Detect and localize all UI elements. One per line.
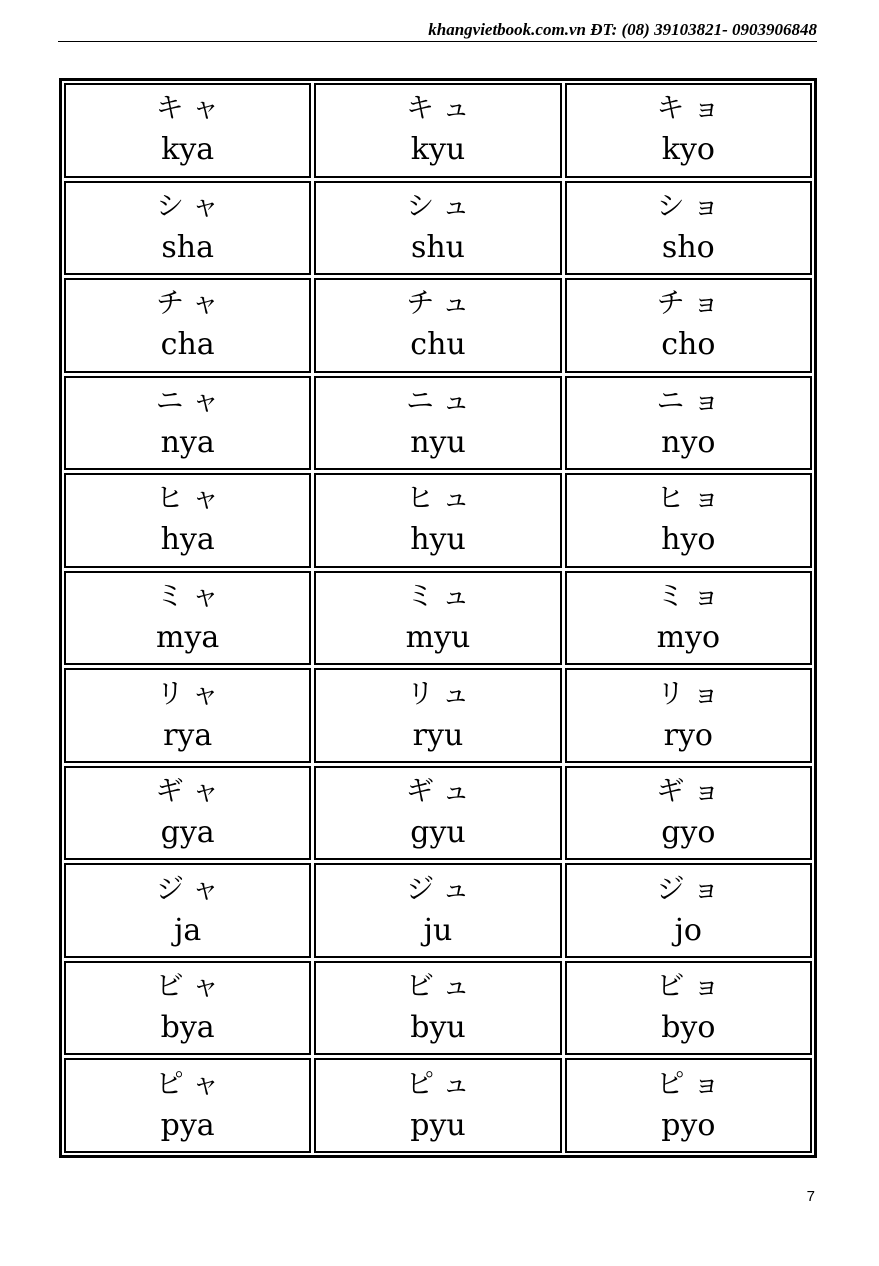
kana-text: ニョ [656,383,729,417]
romaji-text: nyu [410,424,466,460]
romaji-text: jo [674,912,702,948]
romaji-text: ryu [412,717,464,753]
table-cell [64,571,311,666]
romaji-text: chu [410,327,466,363]
kana-text: リュ [406,676,478,710]
romaji-text: sha [161,229,214,265]
romaji-text: byu [410,1010,466,1046]
kana-text: キャ [155,91,228,125]
table-cell [565,83,812,178]
romaji-text: kya [161,132,215,168]
kana-text: ショ [656,188,729,222]
table-cell [565,1058,812,1153]
kana-text: シュ [406,188,478,222]
table-cell [314,473,561,568]
romaji-text: cho [661,327,716,363]
table-cell [64,863,311,958]
table-cell [314,83,561,178]
romaji-text: cha [160,327,215,363]
romaji-text: shu [410,229,466,265]
katakana-table [59,78,817,1158]
romaji-text: ja [174,912,202,948]
kana-text: シャ [155,188,228,222]
romaji-text: pyu [410,1107,466,1143]
kana-text: ピョ [656,1066,729,1100]
kana-text: チュ [406,286,478,320]
kana-text: ギュ [405,774,478,808]
romaji-text: pya [160,1107,215,1143]
romaji-text: bya [160,1010,215,1046]
romaji-text: kyu [410,132,466,168]
romaji-text: nya [160,424,215,460]
kana-text: ニュ [405,383,478,417]
romaji-text: gyo [661,815,716,851]
table-cell [565,863,812,958]
kana-text: ヒョ [656,481,729,515]
table-cell [64,181,311,276]
table-cell [314,668,561,763]
kana-text: キョ [656,91,729,125]
kana-text: ヒャ [155,481,228,515]
romaji-text: gya [160,815,215,851]
table-cell [64,376,311,471]
kana-text: リャ [156,676,228,710]
table-cell [565,376,812,471]
kana-text: ジャ [155,871,228,905]
table-cell [64,668,311,763]
table-cell [64,766,311,861]
romaji-text: rya [163,717,213,753]
table-cell [64,961,311,1056]
romaji-text: hyo [661,522,716,558]
romaji-text: sho [661,229,715,265]
page-header: khangvietbook.com.vn ĐT: (08) 39103821- 0903906848 [428,20,817,39]
table-cell [314,571,561,666]
kana-text: ピュ [405,1066,478,1100]
table-cell [64,1058,311,1153]
kana-text: ミュ [406,578,478,612]
kana-text: ピャ [155,1066,228,1100]
romaji-text: kyo [661,132,715,168]
kana-text: ジュ [406,871,478,905]
table-cell [314,376,561,471]
kana-text: ビャ [155,969,228,1003]
table-cell [64,278,311,373]
table-cell [314,1058,561,1153]
kana-text: ギョ [656,774,729,808]
romaji-text: mya [156,619,220,655]
romaji-text: nyo [661,424,716,460]
katakana-grid [64,83,812,1153]
page-number: 7 [806,1188,815,1205]
table-cell [565,473,812,568]
romaji-text: byo [661,1010,716,1046]
romaji-text: ju [423,912,453,948]
kana-text: ビョ [656,969,729,1003]
table-cell [565,668,812,763]
table-cell [565,766,812,861]
romaji-text: ryo [663,717,713,753]
table-cell [314,863,561,958]
header-rule [58,41,817,42]
romaji-text: myu [405,619,471,655]
kana-text: キュ [405,91,478,125]
table-cell [565,181,812,276]
kana-text: ジョ [656,871,729,905]
kana-text: ミャ [155,578,228,612]
kana-text: リョ [656,676,728,710]
romaji-text: hya [160,522,215,558]
kana-text: チョ [656,286,728,320]
table-cell [64,473,311,568]
table-cell [314,278,561,373]
kana-text: ヒュ [405,481,478,515]
kana-text: ビュ [405,969,478,1003]
romaji-text: pyo [661,1107,716,1143]
romaji-text: hyu [410,522,466,558]
romaji-text: myo [656,619,721,655]
table-cell [565,571,812,666]
table-cell [565,961,812,1056]
kana-text: ニャ [155,383,228,417]
romaji-text: gyu [410,815,466,851]
kana-text: ミョ [656,578,729,612]
table-cell [64,83,311,178]
table-cell [565,278,812,373]
kana-text: ギャ [155,774,228,808]
table-cell [314,181,561,276]
table-cell [314,961,561,1056]
table-cell [314,766,561,861]
kana-text: チャ [156,286,228,320]
